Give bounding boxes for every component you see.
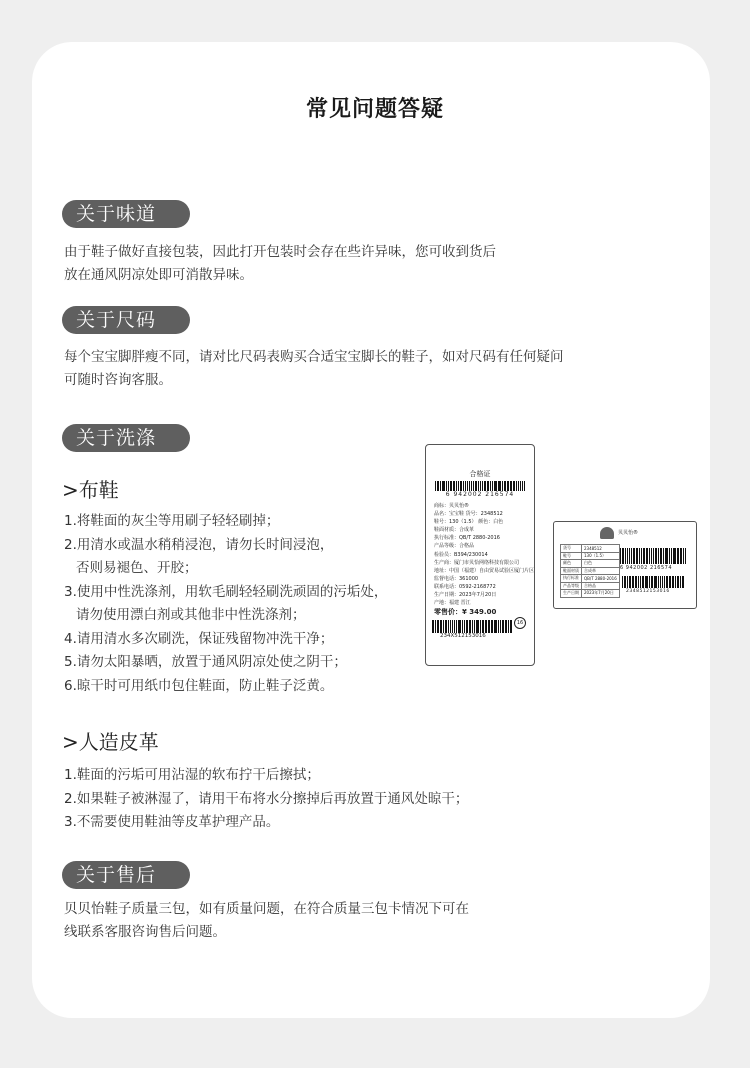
barcode-bar	[473, 481, 474, 491]
table-cell: QB/T 2880-2016	[582, 575, 620, 583]
barcode-bar	[685, 548, 686, 564]
list-item: 请勿使用漂白剂或其他非中性洗涤剂；	[76, 607, 306, 623]
barcode-bar	[646, 548, 647, 564]
barcode-bar	[682, 576, 684, 588]
barcode-bar	[627, 576, 628, 588]
tag-info-row: 产品等级：合格品	[434, 543, 475, 550]
barcode-bar	[432, 620, 434, 633]
barcode-bar	[640, 576, 642, 588]
barcode-bar	[632, 576, 633, 588]
barcode-bar	[510, 481, 512, 491]
table-row	[561, 560, 620, 568]
table-row	[561, 567, 620, 575]
barcode-bar	[448, 620, 449, 633]
barcode-bar	[443, 481, 444, 491]
barcode-bar	[641, 548, 642, 564]
barcode-bar	[516, 481, 517, 491]
barcode-bar	[677, 548, 678, 564]
section-heading-wash: 关于洗涤	[62, 424, 190, 452]
barcode-bar	[655, 548, 657, 564]
barcode-bar	[623, 548, 624, 564]
barcode-bar	[499, 481, 500, 491]
text-line: 可随时咨询客服。	[64, 372, 172, 388]
barcode-bar	[677, 576, 679, 588]
barcode-bar	[524, 481, 525, 491]
list-item: 4.请用清水多次刷洗，保证残留物冲洗干净；	[64, 630, 334, 647]
barcode-graphic	[622, 576, 684, 588]
barcode-bar	[502, 481, 503, 491]
barcode-bar	[488, 620, 489, 633]
barcode-bar	[662, 576, 663, 588]
barcode-bar	[483, 620, 484, 633]
barcode-bar	[435, 620, 437, 633]
barcode-number: 234X512153016	[440, 633, 486, 640]
barcode-bar	[638, 576, 639, 588]
barcode-bar	[664, 576, 665, 588]
barcode-number: 6 942002 216574	[445, 491, 515, 498]
table-cell: 颜色	[561, 560, 582, 568]
tag-info-row: 鞋面材质：合成革	[434, 527, 475, 534]
tag-info-table	[560, 544, 620, 598]
barcode-bar	[505, 620, 507, 633]
barcode-bar	[666, 576, 667, 588]
section-heading-size: 关于尺码	[62, 306, 190, 334]
barcode-bar	[446, 481, 447, 491]
barcode-bar	[658, 576, 659, 588]
table-cell: 执行标准	[561, 575, 582, 583]
barcode-bar	[636, 576, 637, 588]
barcode-bar	[448, 481, 449, 491]
barcode-bar	[653, 548, 654, 564]
text-line: 每个宝宝脚胖瘦不同，请对比尺码表购买合适宝宝脚长的鞋子，如对尺码有任何疑问	[64, 349, 564, 365]
barcode-bar	[510, 620, 512, 633]
table-cell: 合成革	[582, 567, 620, 575]
page-title: 常见问题答疑	[305, 97, 444, 122]
table-cell: 鞋面材质	[561, 567, 582, 575]
barcode-bar	[673, 548, 674, 564]
barcode-bar	[472, 620, 473, 633]
table-cell: 2348512	[582, 545, 620, 553]
barcode-bar	[678, 548, 679, 564]
barcode-bar	[518, 481, 519, 491]
table-row	[561, 575, 620, 583]
table-row	[561, 590, 620, 598]
section-heading-after-sale: 关于售后	[62, 861, 190, 889]
barcode-bar	[475, 481, 476, 491]
tag-info-row: 生产日期：2023年7月20日	[434, 592, 497, 599]
barcode-bar	[651, 548, 652, 564]
cloth-shoes-list	[64, 510, 387, 698]
barcode-bar	[680, 548, 682, 564]
barcode-bar	[435, 481, 436, 491]
barcode-bar	[465, 481, 466, 491]
barcode-bar	[452, 620, 454, 633]
barcode-bar	[675, 576, 676, 588]
barcode-bar	[467, 481, 468, 491]
barcode-bar	[485, 620, 487, 633]
table-row	[561, 552, 620, 560]
table-cell: 产品等级	[561, 582, 582, 590]
barcode-bar	[620, 548, 621, 564]
barcode-bar	[469, 481, 470, 491]
barcode-number: 6 942002 216574	[620, 565, 673, 571]
barcode-bar	[491, 620, 493, 633]
list-item: 1.将鞋面的灰尘等用刷子轻轻刷掉；	[64, 513, 280, 529]
tag-info-row: 地址：中国（福建）自由贸易试验区厦门片区	[434, 567, 535, 574]
table-cell: 白色	[582, 560, 620, 568]
subheading-leather: >人造皮革	[62, 730, 159, 754]
barcode-bar	[674, 548, 675, 564]
brand-logo-icon	[600, 527, 614, 539]
barcode-number: 2348512153016	[626, 589, 670, 594]
barcode-bar	[507, 481, 508, 491]
barcode-bar	[460, 481, 461, 491]
barcode-bar	[494, 481, 496, 491]
barcode-bar	[437, 620, 439, 633]
list-item: 5.请勿太阳暴晒，放置于通风阴凉处使之阴干；	[64, 654, 347, 670]
barcode-bar	[672, 576, 673, 588]
barcode-bar	[480, 481, 481, 491]
barcode-bar	[494, 620, 496, 633]
tag-info-row: 鞋号：130（1.5） 颜色：白色	[434, 519, 504, 526]
tag-info-row: 执行标准：QB/T 2880-2016	[434, 535, 500, 542]
barcode-bar	[471, 481, 472, 491]
barcode-bar	[440, 481, 441, 491]
tag-info-row: 品名：宝宝鞋 货号：2348512	[434, 511, 503, 518]
barcode-bar	[631, 548, 632, 564]
size-text	[64, 346, 564, 392]
barcode-bar	[636, 548, 638, 564]
list-item: 2.如果鞋子被淋湿了，请用干布将水分擦掉后再放置于通风处晾干；	[64, 790, 469, 807]
tag-info-row: 监督电话：361000	[434, 575, 479, 582]
barcode-bar	[683, 548, 684, 564]
hang-tag-image	[553, 521, 697, 609]
barcode-bar	[456, 620, 458, 633]
barcode-bar	[463, 481, 464, 491]
barcode-bar	[464, 620, 466, 633]
barcode-bar	[643, 548, 645, 564]
list-item: 否则易褪色、开胶；	[76, 560, 198, 576]
barcode-bar	[500, 620, 502, 633]
barcode-bar	[622, 548, 623, 564]
barcode-graphic	[435, 481, 525, 491]
barcode-bar	[655, 576, 656, 588]
barcode-bar	[520, 481, 521, 491]
tag-info-row: 生产商：厦门市贝恰网络科技有限公司	[434, 559, 520, 566]
barcode-bar	[498, 620, 499, 633]
tag-info-row: 检验员：B394/230014	[434, 551, 488, 558]
table-cell: 合格品	[582, 582, 620, 590]
barcode-bar	[482, 481, 483, 491]
barcode-bar	[440, 620, 442, 633]
brand-name: 贝贝怡®	[618, 530, 639, 536]
smell-text	[64, 241, 496, 287]
barcode-bar	[508, 620, 510, 633]
barcode-bar	[660, 576, 661, 588]
barcode-bar	[649, 548, 650, 564]
table-cell: 生产日期	[561, 590, 582, 598]
barcode-bar	[456, 481, 457, 491]
barcode-bar	[469, 620, 470, 633]
barcode-bar	[660, 548, 662, 564]
tag-header: 合格证	[469, 470, 491, 478]
barcode-graphic	[620, 548, 686, 564]
barcode-bar	[522, 481, 523, 491]
barcode-bar	[453, 481, 454, 491]
barcode-bar	[629, 548, 630, 564]
barcode-bar	[462, 620, 463, 633]
text-line: 放在通风阴凉处即可消散异味。	[64, 267, 253, 283]
tag-info-row: 商标：贝贝怡®	[434, 503, 470, 509]
barcode-bar	[458, 481, 459, 491]
barcode-bar	[498, 481, 499, 491]
barcode-bar	[454, 620, 455, 633]
barcode-bar	[445, 620, 447, 633]
barcode-bar	[450, 620, 451, 633]
barcode-bar	[627, 548, 628, 564]
barcode-bar	[663, 548, 664, 564]
barcode-bar	[476, 620, 478, 633]
size-circle-badge: 16	[514, 617, 526, 629]
tag-info-row: 联系电话：0592-2168772	[434, 583, 496, 590]
list-item: 6.晾干时可用纸巾包住鞋面，防止鞋子泛黄。	[64, 677, 334, 694]
barcode-bar	[492, 481, 493, 491]
text-line: 由于鞋子做好直接包装，因此打开包装时会存在些许异味，您可收到货后	[64, 244, 496, 260]
table-cell: 2023年7月20日	[582, 590, 620, 598]
subheading-cloth-shoes: >布鞋	[62, 478, 119, 502]
barcode-bar	[474, 620, 476, 633]
barcode-bar	[504, 481, 505, 491]
barcode-bar	[669, 576, 671, 588]
barcode-bar	[645, 576, 646, 588]
list-item: 3.不需要使用鞋油等皮革护理产品。	[64, 814, 280, 830]
barcode-bar	[646, 576, 647, 588]
barcode-bar	[669, 548, 670, 564]
barcode-bar	[622, 576, 623, 588]
barcode-bar	[651, 576, 653, 588]
barcode-bar	[466, 620, 468, 633]
barcode-bar	[639, 548, 640, 564]
barcode-bar	[624, 576, 626, 588]
barcode-bar	[443, 620, 444, 633]
barcode-bar	[625, 548, 626, 564]
after-sale-text	[64, 898, 469, 944]
tag-price: 零售价：¥ 349.00	[434, 608, 497, 617]
barcode-bar	[665, 548, 667, 564]
barcode-bar	[513, 481, 514, 491]
list-item: 2.用清水或温水稍稍浸泡，请勿长时间浸泡，	[64, 536, 334, 553]
certificate-tag-image	[425, 444, 535, 666]
barcode-bar	[442, 481, 443, 491]
table-cell: 鞋号	[561, 552, 582, 560]
barcode-graphic	[432, 620, 512, 633]
barcode-bar	[490, 481, 491, 491]
text-line: 线联系客服咨询售后问题。	[64, 924, 226, 940]
barcode-bar	[484, 481, 486, 491]
barcode-bar	[470, 620, 471, 633]
barcode-bar	[478, 481, 479, 491]
barcode-bar	[633, 548, 635, 564]
barcode-bar	[654, 576, 655, 588]
section-heading-smell: 关于味道	[62, 200, 190, 228]
barcode-bar	[508, 481, 509, 491]
tag-info-row: 产地：福建 晋江	[434, 600, 471, 607]
barcode-bar	[487, 481, 489, 491]
barcode-bar	[458, 620, 460, 633]
leather-list	[64, 764, 468, 835]
list-item: 3.使用中性洗涤剂，用软毛刷轻轻刷洗顽固的污垢处，	[64, 583, 388, 600]
barcode-bar	[667, 576, 668, 588]
barcode-bar	[629, 576, 631, 588]
tag-info-rows	[434, 502, 534, 607]
barcode-bar	[437, 481, 438, 491]
barcode-bar	[482, 620, 483, 633]
barcode-bar	[680, 576, 681, 588]
barcode-bar	[489, 620, 490, 633]
barcode-bar	[480, 620, 481, 633]
barcode-bar	[649, 576, 650, 588]
list-item: 1.鞋面的污垢可用沾湿的软布拧干后擦拭；	[64, 767, 320, 783]
text-line: 贝贝怡鞋子质量三包，如有质量问题，在符合质量三包卡情况下可在	[64, 901, 469, 917]
barcode-bar	[635, 576, 636, 588]
table-row	[561, 545, 620, 553]
barcode-bar	[502, 620, 504, 633]
barcode-bar	[642, 576, 643, 588]
table-cell: 130（1.5）	[582, 552, 620, 560]
barcode-bar	[671, 548, 672, 564]
table-row	[561, 582, 620, 590]
table-cell: 货号	[561, 545, 582, 553]
barcode-bar	[658, 548, 659, 564]
barcode-bar	[450, 481, 452, 491]
